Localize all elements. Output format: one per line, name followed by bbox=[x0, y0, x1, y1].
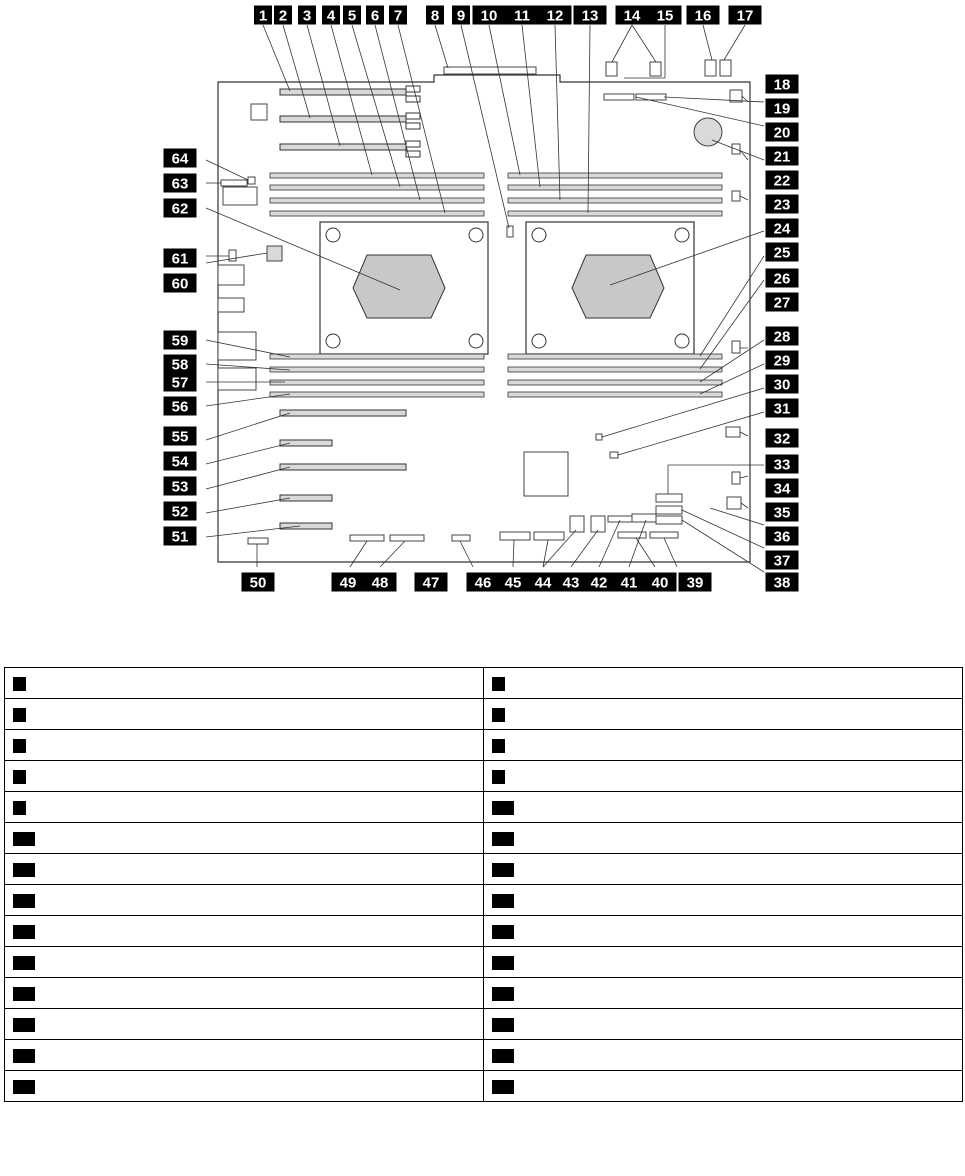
legend-badge: 4 bbox=[492, 708, 505, 722]
callout-number: 4 bbox=[326, 7, 336, 25]
callout-12 bbox=[539, 6, 572, 25]
header-40 bbox=[618, 532, 646, 538]
sata-38 bbox=[656, 516, 682, 524]
callout-number: 13 bbox=[581, 7, 599, 25]
legend-badge: 3 bbox=[13, 708, 26, 722]
callout-number: 57 bbox=[171, 374, 189, 392]
legend-badge: 19 bbox=[13, 956, 35, 970]
callout-number: 26 bbox=[773, 270, 791, 288]
legend-cell-right bbox=[484, 792, 963, 823]
callout-number: 3 bbox=[302, 7, 312, 25]
callout-41 bbox=[613, 573, 646, 592]
callout-number: 61 bbox=[171, 250, 189, 268]
callout-number: 19 bbox=[773, 100, 791, 118]
callout-number: 11 bbox=[514, 7, 530, 25]
callout-number: 63 bbox=[171, 175, 189, 193]
legend-table bbox=[4, 667, 963, 1102]
callout-number: 14 bbox=[623, 7, 641, 25]
callout-21 bbox=[766, 147, 799, 166]
legend-badge: 16 bbox=[492, 894, 514, 908]
callout-number: 24 bbox=[773, 220, 791, 238]
legend-badge: 8 bbox=[492, 770, 505, 784]
callout-22 bbox=[766, 171, 799, 190]
callout-number: 40 bbox=[651, 574, 669, 592]
legend-cell-right bbox=[484, 730, 963, 761]
callout-9 bbox=[452, 6, 470, 25]
callout-number: 44 bbox=[534, 574, 552, 592]
header-47 bbox=[452, 535, 470, 541]
legend-row bbox=[5, 978, 963, 1009]
callout-number: 45 bbox=[504, 574, 522, 592]
header-42 bbox=[608, 516, 632, 522]
legend-row bbox=[5, 730, 963, 761]
callout-20 bbox=[766, 123, 799, 142]
callout-number: 30 bbox=[773, 376, 791, 394]
connector-14a bbox=[606, 62, 617, 76]
callout-63 bbox=[164, 174, 197, 193]
callout-59 bbox=[164, 331, 197, 350]
callout-number: 46 bbox=[474, 574, 492, 592]
callout-number: 62 bbox=[171, 200, 189, 218]
callout-number: 51 bbox=[171, 528, 189, 546]
callout-38 bbox=[766, 573, 799, 592]
callout-10 bbox=[473, 6, 506, 25]
callout-number: 32 bbox=[773, 430, 791, 448]
callout-40 bbox=[644, 573, 677, 592]
legend-cell-right bbox=[484, 823, 963, 854]
header-19 bbox=[604, 94, 634, 100]
callout-number: 53 bbox=[171, 478, 189, 496]
callout-19 bbox=[766, 99, 799, 118]
callout-14 bbox=[616, 6, 649, 25]
callout-60 bbox=[164, 274, 197, 293]
callout-number: 18 bbox=[773, 76, 791, 94]
callout-number: 49 bbox=[339, 574, 357, 592]
callout-number: 50 bbox=[249, 574, 267, 592]
callout-number: 52 bbox=[171, 503, 189, 521]
legend-badge: 20 bbox=[492, 956, 514, 970]
callout-5 bbox=[343, 6, 361, 25]
callout-number: 9 bbox=[456, 7, 466, 25]
legend-cell-right bbox=[484, 668, 963, 699]
legend-row bbox=[5, 761, 963, 792]
legend-badge: 25 bbox=[13, 1049, 35, 1063]
jumper-9 bbox=[507, 226, 513, 237]
callout-23 bbox=[766, 195, 799, 214]
callout-number: 48 bbox=[371, 574, 389, 592]
callout-50 bbox=[242, 573, 275, 592]
callout-30 bbox=[766, 375, 799, 394]
callout-24 bbox=[766, 219, 799, 238]
callout-57 bbox=[164, 373, 197, 392]
callout-52 bbox=[164, 502, 197, 521]
header-63 bbox=[221, 180, 247, 186]
sata-43 bbox=[591, 516, 605, 532]
legend-cell-left bbox=[5, 916, 484, 947]
callout-number: 2 bbox=[278, 7, 288, 25]
sata-33 bbox=[656, 494, 682, 502]
callout-37 bbox=[766, 551, 799, 570]
callout-32 bbox=[766, 429, 799, 448]
callout-55 bbox=[164, 427, 197, 446]
callout-58 bbox=[164, 355, 197, 374]
legend-cell-left bbox=[5, 792, 484, 823]
legend-row bbox=[5, 885, 963, 916]
legend-badge: 1 bbox=[13, 677, 26, 691]
legend-cell-right bbox=[484, 1009, 963, 1040]
callout-number: 41 bbox=[620, 574, 638, 592]
callout-number: 35 bbox=[773, 504, 791, 522]
callout-15 bbox=[649, 6, 682, 25]
callout-16 bbox=[687, 6, 720, 25]
cpu-socket-right bbox=[526, 222, 694, 354]
callout-56 bbox=[164, 397, 197, 416]
callout-number: 47 bbox=[422, 574, 440, 592]
callout-number: 20 bbox=[773, 124, 791, 142]
callout-2 bbox=[274, 6, 292, 25]
legend-row bbox=[5, 699, 963, 730]
callout-number: 7 bbox=[393, 7, 403, 25]
callout-33 bbox=[766, 455, 799, 474]
connector-23 bbox=[732, 191, 740, 201]
legend-cell-right bbox=[484, 947, 963, 978]
callout-number: 10 bbox=[480, 7, 498, 25]
callout-27 bbox=[766, 293, 799, 312]
callout-number: 39 bbox=[686, 574, 704, 592]
legend-cell-left bbox=[5, 1009, 484, 1040]
callout-34 bbox=[766, 479, 799, 498]
callout-11 bbox=[506, 6, 539, 25]
header-41 bbox=[632, 514, 656, 522]
callout-number: 1 bbox=[258, 7, 268, 25]
legend-badge: 28 bbox=[492, 1080, 514, 1094]
legend-badge: 23 bbox=[13, 1018, 35, 1032]
legend-badge: 5 bbox=[13, 739, 26, 753]
callout-3 bbox=[298, 6, 316, 25]
connector-34 bbox=[732, 472, 740, 484]
callout-number: 60 bbox=[171, 275, 189, 293]
connector-14b bbox=[650, 62, 661, 76]
legend-cell-right bbox=[484, 699, 963, 730]
legend-cell-right bbox=[484, 885, 963, 916]
cmos-battery bbox=[694, 118, 722, 146]
legend-badge: 6 bbox=[492, 739, 505, 753]
callout-number: 22 bbox=[773, 172, 791, 190]
callout-54 bbox=[164, 452, 197, 471]
callout-number: 64 bbox=[171, 150, 189, 168]
legend-cell-right bbox=[484, 1071, 963, 1102]
legend-badge: 7 bbox=[13, 770, 26, 784]
callout-number: 17 bbox=[736, 7, 754, 25]
callout-4 bbox=[322, 6, 340, 25]
legend-cell-left bbox=[5, 668, 484, 699]
callout-62 bbox=[164, 199, 197, 218]
legend-row bbox=[5, 1071, 963, 1102]
legend-row bbox=[5, 916, 963, 947]
legend-cell-left bbox=[5, 854, 484, 885]
callout-number: 55 bbox=[171, 428, 189, 446]
connector-32 bbox=[726, 427, 740, 437]
callout-number: 33 bbox=[773, 456, 791, 474]
callout-29 bbox=[766, 351, 799, 370]
connector-16 bbox=[705, 60, 716, 76]
callout-number: 59 bbox=[171, 332, 189, 350]
legend-cell-left bbox=[5, 1071, 484, 1102]
legend-badge: 26 bbox=[492, 1049, 514, 1063]
callout-8 bbox=[426, 6, 444, 25]
callout-26 bbox=[766, 269, 799, 288]
chipset bbox=[524, 452, 568, 496]
legend-cell-left bbox=[5, 730, 484, 761]
legend-badge: 11 bbox=[13, 832, 35, 846]
callout-45 bbox=[497, 573, 530, 592]
callout-number: 42 bbox=[590, 574, 608, 592]
header-64 bbox=[248, 177, 255, 184]
callout-47 bbox=[415, 573, 448, 592]
header-48 bbox=[390, 535, 424, 541]
callout-number: 38 bbox=[773, 574, 791, 592]
header-31 bbox=[610, 452, 618, 458]
legend-row bbox=[5, 823, 963, 854]
callout-1 bbox=[254, 6, 272, 25]
header-30 bbox=[596, 434, 602, 440]
callout-7 bbox=[389, 6, 407, 25]
callout-number: 34 bbox=[773, 480, 791, 498]
legend-badge: 13 bbox=[13, 863, 35, 877]
connector-17 bbox=[720, 60, 731, 76]
callout-49 bbox=[332, 573, 365, 592]
callout-number: 12 bbox=[546, 7, 564, 25]
callout-44 bbox=[527, 573, 560, 592]
callout-number: 56 bbox=[171, 398, 189, 416]
legend-badge: 17 bbox=[13, 925, 35, 939]
callout-number: 54 bbox=[171, 453, 189, 471]
header-46 bbox=[500, 532, 530, 540]
header-bottom bbox=[248, 538, 268, 544]
chip-60 bbox=[267, 246, 282, 261]
callout-17 bbox=[729, 6, 762, 25]
legend-badge: 27 bbox=[13, 1080, 35, 1094]
callout-number: 23 bbox=[773, 196, 791, 214]
callout-46 bbox=[467, 573, 500, 592]
header-49 bbox=[350, 535, 384, 541]
callout-51 bbox=[164, 527, 197, 546]
component-square bbox=[251, 104, 267, 120]
legend-cell-right bbox=[484, 978, 963, 1009]
callout-number: 16 bbox=[694, 7, 712, 25]
header-39 bbox=[650, 532, 678, 538]
header-8 bbox=[444, 67, 536, 74]
header-45 bbox=[534, 532, 564, 540]
callout-6 bbox=[366, 6, 384, 25]
legend-cell-left bbox=[5, 978, 484, 1009]
legend-cell-left bbox=[5, 699, 484, 730]
legend-cell-right bbox=[484, 761, 963, 792]
callout-number: 43 bbox=[562, 574, 580, 592]
legend-badge: 12 bbox=[492, 832, 514, 846]
callout-number: 28 bbox=[773, 328, 791, 346]
callout-number: 15 bbox=[656, 7, 674, 25]
legend-row bbox=[5, 1040, 963, 1071]
callout-number: 37 bbox=[773, 552, 791, 570]
connector-27 bbox=[732, 341, 740, 353]
legend-row bbox=[5, 1009, 963, 1040]
legend-badge: 18 bbox=[492, 925, 514, 939]
legend-cell-right bbox=[484, 916, 963, 947]
legend-row bbox=[5, 947, 963, 978]
callout-number: 8 bbox=[430, 7, 440, 25]
legend-badge: 24 bbox=[492, 1018, 514, 1032]
callout-31 bbox=[766, 399, 799, 418]
callout-number: 29 bbox=[773, 352, 791, 370]
callout-number: 5 bbox=[347, 7, 357, 25]
callout-28 bbox=[766, 327, 799, 346]
callout-61 bbox=[164, 249, 197, 268]
callout-number: 27 bbox=[773, 294, 791, 312]
callout-39 bbox=[679, 573, 712, 592]
component-block bbox=[223, 187, 257, 205]
legend-row bbox=[5, 668, 963, 699]
callout-number: 21 bbox=[773, 148, 791, 166]
header-20 bbox=[636, 94, 666, 100]
callout-number: 36 bbox=[773, 528, 791, 546]
legend-badge: 15 bbox=[13, 894, 35, 908]
sata-37 bbox=[656, 506, 682, 514]
legend-cell-left bbox=[5, 823, 484, 854]
callout-53 bbox=[164, 477, 197, 496]
callout-13 bbox=[574, 6, 607, 25]
legend-badge: 21 bbox=[13, 987, 35, 1001]
callout-number: 25 bbox=[773, 244, 791, 262]
legend-cell-right bbox=[484, 854, 963, 885]
callout-25 bbox=[766, 243, 799, 262]
callout-number: 6 bbox=[370, 7, 380, 25]
cpu-socket-left bbox=[320, 222, 488, 354]
callout-35 bbox=[766, 503, 799, 522]
callout-number: 31 bbox=[773, 400, 791, 418]
callout-64 bbox=[164, 149, 197, 168]
callout-18 bbox=[766, 75, 799, 94]
callout-36 bbox=[766, 527, 799, 546]
legend-badge: 2 bbox=[492, 677, 505, 691]
legend-row bbox=[5, 854, 963, 885]
legend-cell-left bbox=[5, 1040, 484, 1071]
legend-cell-left bbox=[5, 885, 484, 916]
callout-number: 58 bbox=[171, 356, 189, 374]
connector-35 bbox=[727, 497, 741, 509]
legend-cell-right bbox=[484, 1040, 963, 1071]
legend-cell-left bbox=[5, 947, 484, 978]
legend-badge: 10 bbox=[492, 801, 514, 815]
callout-48 bbox=[364, 573, 397, 592]
legend-badge: 14 bbox=[492, 863, 514, 877]
legend-cell-left bbox=[5, 761, 484, 792]
legend-row bbox=[5, 792, 963, 823]
legend-badge: 22 bbox=[492, 987, 514, 1001]
legend-badge: 9 bbox=[13, 801, 26, 815]
sata-44 bbox=[570, 516, 584, 532]
